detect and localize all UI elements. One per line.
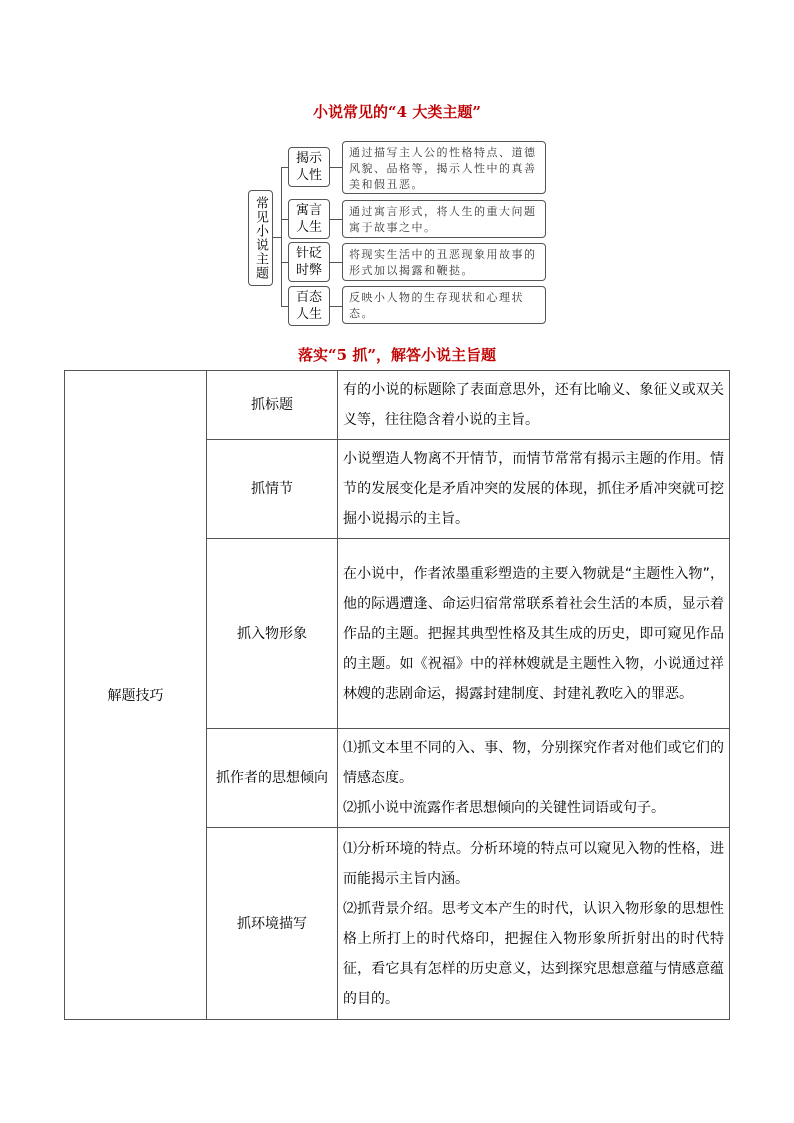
mindmap-desc: 反映小人物的生存现状和心理状态。 bbox=[342, 286, 546, 324]
technique-name: 抓作者的思想倾向 bbox=[207, 729, 338, 828]
desc-paragraph: 有的小说的标题除了表面意思外，还有比喻义、象征义或双关义等，往往隐含着小说的主旨。 bbox=[343, 382, 724, 428]
connector bbox=[281, 167, 288, 168]
mindmap-desc: 通过寓言形式，将人生的重大问题寓于故事之中。 bbox=[342, 200, 546, 238]
connector bbox=[281, 167, 282, 307]
themes-title: 小说常见的“4 大类主题” bbox=[313, 103, 481, 121]
method-title: 落实“5 抓”，解答小说主旨题 bbox=[298, 346, 496, 364]
desc-paragraph: ⑴分析环境的特点。分析环境的特点可以窥见入物的性格，进而能揭示主旨内涵。 bbox=[343, 840, 724, 887]
mindmap-node: 针砭时弊 bbox=[288, 242, 330, 282]
technique-desc bbox=[338, 371, 730, 440]
connector bbox=[330, 219, 342, 220]
technique-name: 抓标题 bbox=[207, 371, 338, 440]
connector bbox=[281, 262, 288, 263]
desc-paragraph: ⑵抓小说中流露作者思想倾向的关键性词语或句子。 bbox=[343, 800, 665, 816]
mindmap-root-label: 常见小说主题 bbox=[253, 196, 268, 280]
desc-paragraph: ⑵抓背景介绍。思考文本产生的时代，认识入物形象的思想性格上所打上的时代烙印，把握住入物形象所折射出的时代特征，看它具有怎样的历史意义，达到探究思想意蕴与情感意蕴的目的。 bbox=[343, 900, 724, 1007]
connector bbox=[281, 306, 288, 307]
mindmap-desc: 将现实生活中的丑恶现象用故事的形式加以揭露和鞭挞。 bbox=[342, 243, 546, 281]
mindmap-node: 揭示人性 bbox=[288, 147, 330, 187]
technique-name: 抓环境描写 bbox=[207, 828, 338, 1020]
mindmap-node: 百态人生 bbox=[288, 286, 330, 326]
category-cell: 解题技巧 bbox=[65, 371, 207, 1020]
technique-desc bbox=[338, 440, 730, 539]
desc-paragraph: 小说塑造人物离不开情节，而情节常常有揭示主题的作用。情节的发展变化是矛盾冲突的发展的体现，抓住矛盾冲突就可挖掘小说揭示的主旨。 bbox=[343, 451, 724, 527]
desc-paragraph: 在小说中，作者浓墨重彩塑造的主要入物就是“主题性入物”，他的际遇遭逢、命运归宿常常联系着社会生活的本质，显示着作品的主题。把握其典型性格及其生成的历史，即可窥见作品的主题。如《祝福》中的祥林嫂就是主题性入物，小说通过祥林嫂的悲剧命运，揭露封建制度、封建礼教吃入的罪恶。 bbox=[343, 565, 724, 702]
technique-name: 抓情节 bbox=[207, 440, 338, 539]
technique-desc bbox=[338, 729, 730, 828]
connector bbox=[330, 262, 342, 263]
table-row bbox=[65, 371, 730, 440]
technique-desc bbox=[338, 539, 730, 729]
connector bbox=[281, 219, 288, 220]
connector bbox=[273, 237, 281, 238]
connector bbox=[330, 306, 342, 307]
mindmap-desc: 通过描写主人公的性格特点、道德风貌、品格等，揭示人性中的真善美和假丑恶。 bbox=[342, 141, 546, 194]
connector bbox=[330, 167, 342, 168]
technique-name: 抓入物形象 bbox=[207, 539, 338, 729]
mindmap-root bbox=[248, 190, 273, 286]
desc-paragraph: ⑴抓文本里不同的入、事、物，分别探究作者对他们或它们的情感态度。 bbox=[343, 740, 724, 786]
technique-desc bbox=[338, 828, 730, 1020]
technique-table bbox=[64, 370, 730, 1020]
mindmap-node: 寓言人生 bbox=[288, 199, 330, 239]
